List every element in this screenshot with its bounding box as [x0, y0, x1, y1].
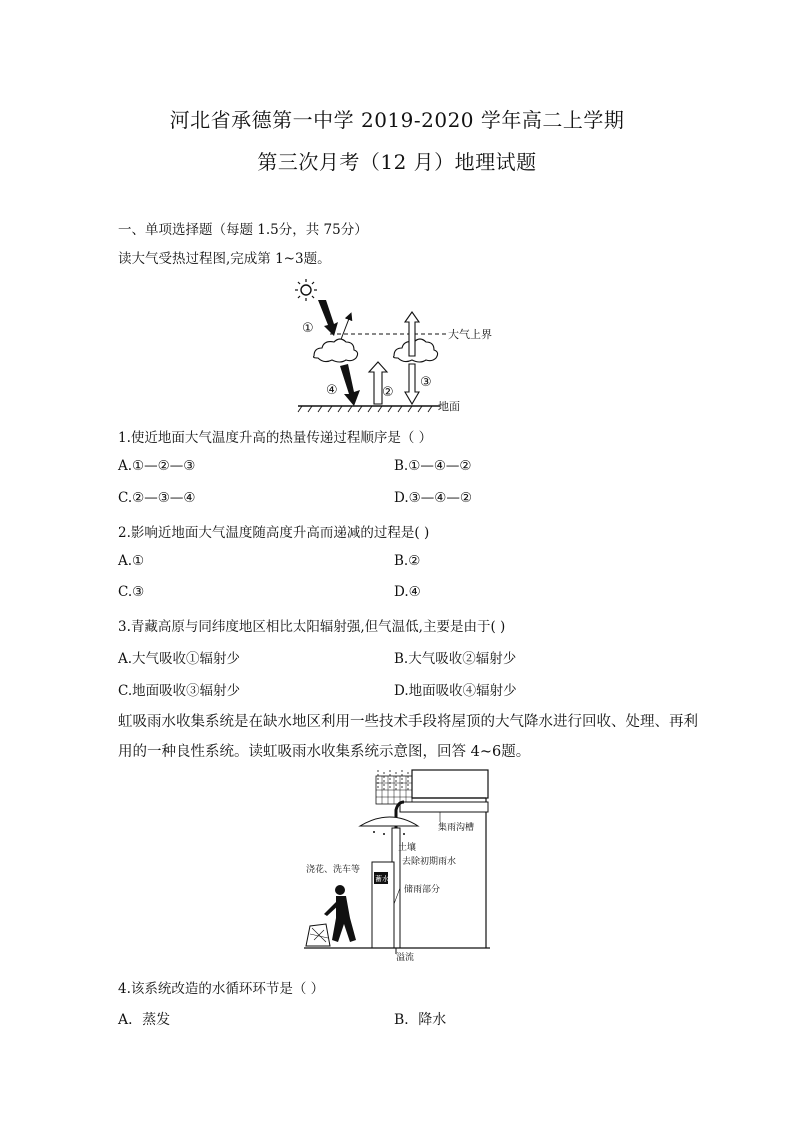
q3-option-c: C.地面吸收③辐射少: [118, 683, 241, 699]
marker-4: ④: [326, 383, 338, 398]
rain-drops: [378, 770, 408, 790]
q4-option-a: A．蒸发: [118, 1012, 171, 1028]
q3-option-a: A.大气吸收①辐射少: [118, 651, 241, 667]
label-remove-initial: 去除初期雨水: [402, 857, 457, 867]
q2-option-a: A.①: [118, 553, 145, 569]
title-line-2: 第三次月考（12 月）地理试题: [257, 150, 537, 174]
label-overflow: 溢流: [396, 953, 415, 963]
q2-stem: 2.影响近地面大气温度随高度升高而递减的过程是( ): [118, 525, 430, 541]
q4-stem: 4.该系统改造的水循环环节是（ ）: [118, 981, 325, 997]
intro-fig2-line1: 虹吸雨水收集系统是在缺水地区利用一些技术手段将屋顶的大气降水进行回收、处理、再利: [118, 714, 698, 730]
plant-bush: [306, 924, 330, 946]
label-ground: 地面: [438, 400, 460, 413]
q2-option-b: B.②: [394, 553, 421, 569]
q1-stem: 1.使近地面大气温度升高的热量传递过程顺序是（ ）: [118, 430, 433, 446]
q1-option-a: A.①—②—③: [118, 458, 196, 474]
cloud-left: [314, 339, 358, 362]
intro-fig2-line2: 用的一种良性系统。读虹吸雨水收集系统示意图，回答 4~6题。: [118, 744, 531, 760]
label-use: 浇花、洗车等: [306, 865, 361, 875]
marker-3: ③: [420, 375, 432, 390]
label-tank: 蓄水: [375, 875, 389, 883]
q3-option-b: B.大气吸收②辐射少: [394, 651, 517, 667]
q2-option-c: C.③: [118, 584, 145, 600]
q1-option-c: C.②—③—④: [118, 490, 196, 506]
rainwater-collection-diagram: [300, 768, 500, 964]
label-top-boundary: 大气上界: [448, 328, 492, 341]
sun-icon: [295, 279, 317, 301]
intro-fig1: 读大气受热过程图,完成第 1~3题。: [118, 251, 331, 267]
arrow-reflection: [340, 316, 350, 342]
arrow-surface-absorption: [340, 364, 360, 406]
title-line-1: 河北省承德第一中学 2019-2020 学年高二上学期: [169, 108, 625, 132]
marker-1: ①: [302, 321, 314, 336]
q3-stem: 3.青藏高原与同纬度地区相比太阳辐射强,但气温低,主要是由于( ): [118, 619, 506, 635]
person-silhouette: [324, 885, 356, 942]
q2-option-d: D.④: [394, 584, 421, 600]
section-heading: 一、单项选择题（每题 1.5分，共 75分）: [118, 222, 368, 238]
q3-option-d: D.地面吸收④辐射少: [394, 683, 517, 699]
arrow-solar-radiation: [318, 300, 338, 336]
marker-2: ②: [382, 385, 394, 400]
q1-option-b: B.①—④—②: [394, 458, 472, 474]
label-gutter: 集雨沟槽: [438, 823, 475, 833]
building: [412, 770, 488, 798]
label-storage: 储雨部分: [404, 885, 441, 895]
collection-gutter: [400, 802, 488, 812]
planter-canopy: [360, 817, 418, 826]
q4-option-b: B．降水: [394, 1012, 447, 1028]
arrow-atmospheric-counter-radiation: [405, 364, 419, 404]
label-soil: 土壤: [398, 843, 417, 853]
q1-option-d: D.③—④—②: [394, 490, 472, 506]
atmosphere-heating-diagram: [290, 276, 510, 416]
